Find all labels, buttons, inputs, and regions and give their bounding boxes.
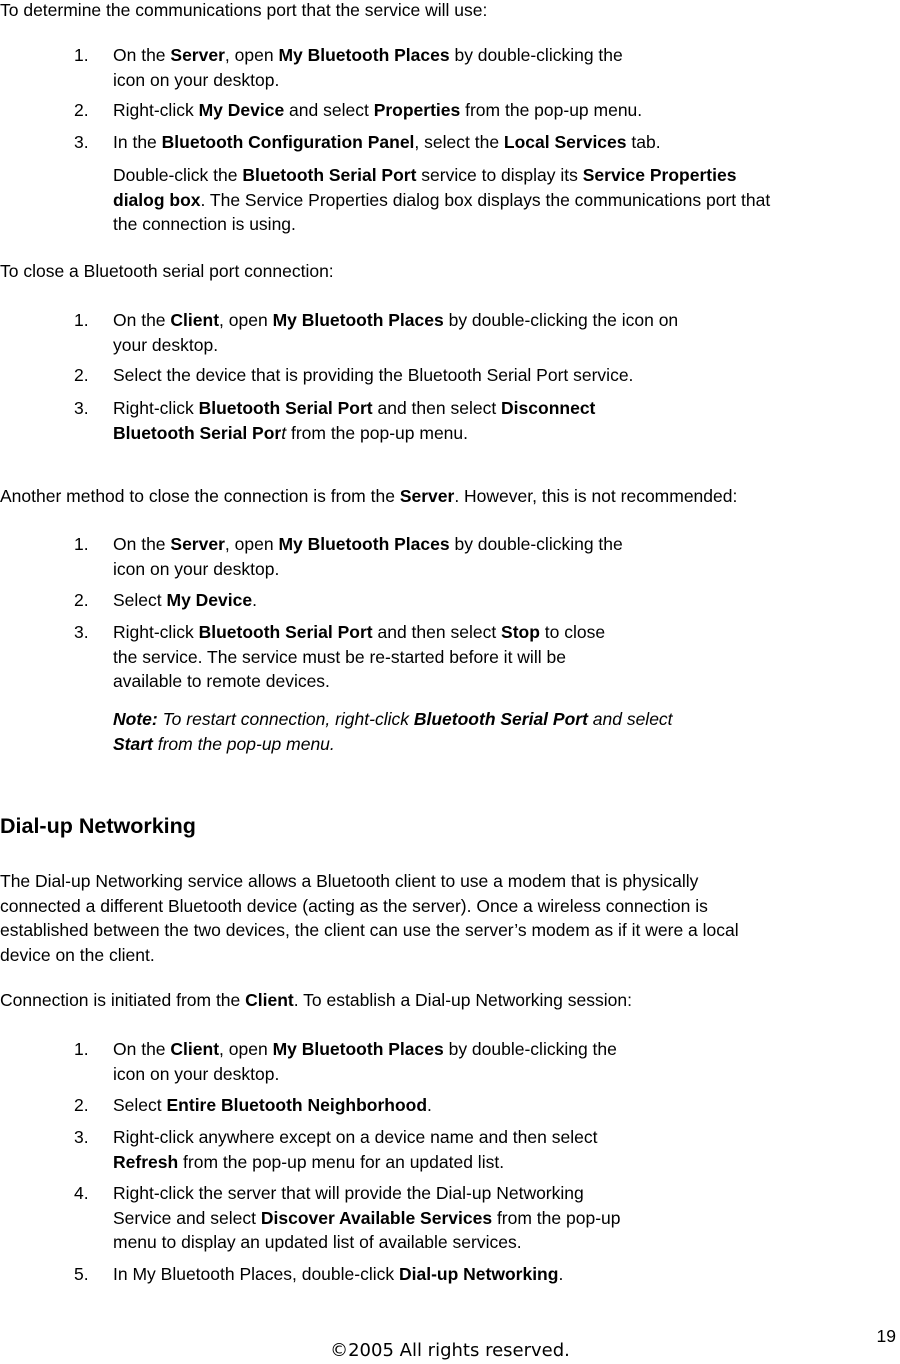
text-run: Double-click the	[113, 165, 243, 185]
bold-term: Bluetooth Serial Por	[113, 422, 282, 443]
text-run: In My Bluetooth Places, double-click	[113, 1264, 399, 1284]
text-run: .	[252, 590, 257, 610]
text-run: from the pop-up menu.	[286, 422, 468, 443]
step-number: 3.	[74, 622, 89, 642]
bold-term: Service Properties	[582, 165, 737, 185]
text-line	[113, 68, 279, 93]
text-run: Service and select	[113, 1207, 261, 1228]
text-run: icon on your desktop.	[113, 1063, 280, 1084]
text-line: device on the client.	[0, 944, 155, 965]
text-line	[113, 396, 595, 421]
bold-term: Server	[399, 486, 455, 506]
text-line	[0, 988, 632, 1013]
text-run: Select the device that is providing the Bluetooth Serial Port service.	[113, 365, 634, 385]
bold-term: Stop	[501, 622, 540, 642]
step-number: 1.	[74, 310, 89, 330]
text-run: Select	[113, 590, 167, 610]
step-number: 3.	[74, 132, 89, 152]
bold-term: Entire Bluetooth Neighborhood	[166, 1095, 428, 1115]
bold-term: Client	[170, 1039, 220, 1059]
bold-term: Discover Available Services	[260, 1207, 493, 1228]
text-line	[113, 732, 335, 757]
bold-term: Bluetooth Serial Port	[413, 709, 588, 729]
bold-term: Disconnect	[501, 398, 596, 418]
bold-term: My Device	[198, 100, 285, 120]
section-intro: To determine the communications port that the service will use:	[0, 0, 488, 20]
text-run: Right-click the server that will provide the Dial-up Networking	[113, 1183, 584, 1203]
text-line	[113, 308, 678, 333]
text-run: and then select	[372, 398, 502, 418]
bold-term: My Bluetooth Places	[278, 534, 450, 554]
text-run: In the	[113, 132, 162, 152]
text-run: available to remote devices.	[113, 671, 330, 691]
text-run: icon on your desktop.	[113, 69, 280, 90]
text-line	[0, 484, 737, 509]
text-run: your desktop.	[113, 334, 219, 355]
text-run: from the pop-up menu.	[152, 733, 335, 754]
step-number: 1.	[74, 1039, 89, 1059]
step-number: 4.	[74, 1183, 89, 1203]
bold-term: dialog box	[113, 189, 201, 210]
text-line	[113, 557, 279, 582]
bold-term: My Bluetooth Places	[272, 1039, 444, 1059]
bold-term: Bluetooth Configuration Panel	[161, 132, 415, 152]
section-intro: To close a Bluetooth serial port connection:	[0, 261, 334, 281]
text-line	[113, 588, 257, 613]
bold-term: My Bluetooth Places	[278, 45, 450, 65]
text-run: from the pop-up menu.	[460, 100, 643, 120]
text-line	[113, 421, 468, 446]
bold-term: Client	[170, 310, 220, 330]
text-run: . To establish a Dial-up Networking session:	[293, 990, 632, 1010]
step-number: 2.	[74, 590, 89, 610]
text-line	[113, 163, 736, 188]
text-line	[113, 1262, 563, 1287]
text-run: by double-clicking the	[449, 534, 623, 554]
text-line	[113, 1093, 432, 1118]
text-run: and select	[284, 100, 374, 120]
bold-term: Properties	[373, 100, 461, 120]
text-run: Right-click	[113, 398, 199, 418]
bold-term: Note:	[113, 709, 158, 729]
bold-term: Refresh	[113, 1151, 179, 1172]
text-run: by double-clicking the	[443, 1039, 617, 1059]
text-run: t	[281, 422, 287, 443]
step-number: 2.	[74, 100, 89, 120]
text-run: , open	[224, 534, 279, 554]
text-run: On the	[113, 1039, 171, 1059]
text-run: On the	[113, 310, 171, 330]
text-line	[113, 333, 218, 358]
text-run: by double-clicking the icon on	[443, 310, 679, 330]
step-number: 5.	[74, 1264, 89, 1284]
bold-term: Server	[170, 45, 225, 65]
text-run: Right-click anywhere except on a device name and then select	[113, 1127, 598, 1147]
text-line	[113, 1062, 279, 1087]
bold-term: Bluetooth Serial Port	[198, 398, 373, 418]
text-line	[113, 620, 605, 645]
text-run: Right-click	[113, 622, 199, 642]
text-line: The Dial-up Networking service allows a Bluetooth client to use a modem that is physically	[0, 871, 699, 891]
step-number: 3.	[74, 1127, 89, 1147]
text-run: and select	[587, 709, 673, 729]
text-run: , open	[219, 1039, 273, 1059]
text-line	[113, 1206, 620, 1231]
text-line	[113, 669, 330, 694]
text-line	[113, 1037, 617, 1062]
text-run: by double-clicking the	[449, 45, 623, 65]
text-run: , open	[224, 45, 279, 65]
text-line: connected a different Bluetooth device (acting as the server). Once a wireless connection is	[0, 895, 708, 916]
text-line	[113, 1125, 597, 1150]
bold-term: Local Services	[503, 132, 627, 152]
bold-term: Bluetooth Serial Port	[242, 165, 417, 185]
text-line	[113, 532, 623, 557]
text-run: tab.	[626, 132, 661, 152]
text-run: icon on your desktop.	[113, 558, 280, 579]
step-number: 1.	[74, 534, 89, 554]
step-number: 2.	[74, 1095, 89, 1115]
text-run: Right-click	[113, 100, 199, 120]
text-run: . However, this is not recommended:	[454, 486, 738, 506]
copyright-footer: ©2005 All rights reserved.	[330, 1340, 570, 1361]
text-line	[113, 645, 566, 670]
text-line	[113, 363, 633, 388]
step-number: 2.	[74, 365, 89, 385]
text-run: from the pop-up	[492, 1207, 621, 1228]
text-run: Select	[113, 1095, 167, 1115]
text-run: and then select	[372, 622, 502, 642]
text-run: the connection is using.	[113, 214, 296, 234]
text-run: On the	[113, 45, 171, 65]
text-run: . The Service Properties dialog box displays the communications port that	[200, 189, 771, 210]
text-run: .	[427, 1095, 432, 1115]
step-number: 3.	[74, 398, 89, 418]
text-run: from the pop-up menu for an updated list.	[178, 1151, 505, 1172]
bold-term: Bluetooth Serial Port	[198, 622, 373, 642]
text-line	[113, 1181, 584, 1206]
bold-term: Client	[245, 990, 294, 1010]
text-run: .	[558, 1264, 564, 1284]
text-run: , select the	[414, 132, 504, 152]
bold-term: Start	[113, 733, 153, 754]
text-line	[113, 188, 770, 213]
text-line	[113, 1150, 504, 1175]
text-run: to close	[539, 622, 606, 642]
text-line: established between the two devices, the client can use the server’s modem as if it were a local	[0, 920, 739, 940]
page-number: 19	[876, 1326, 896, 1346]
bold-term: Server	[170, 534, 225, 554]
text-line	[113, 707, 673, 732]
text-line	[113, 98, 642, 123]
text-run: Another method to close the connection is from the	[0, 486, 400, 506]
section-heading: Dial-up Networking	[0, 814, 196, 838]
bold-term: My Bluetooth Places	[272, 310, 444, 330]
bold-term: Dial-up Networking	[398, 1264, 559, 1284]
text-run: On the	[113, 534, 171, 554]
text-line	[113, 212, 296, 237]
text-run: service to display its	[416, 165, 583, 185]
bold-term: My Device	[166, 590, 253, 610]
text-run: , open	[219, 310, 273, 330]
text-run: Connection is initiated from the	[0, 990, 246, 1010]
text-line	[113, 43, 623, 68]
step-number: 1.	[74, 45, 89, 65]
text-line	[113, 130, 661, 155]
text-run: the service. The service must be re-started before it will be	[113, 646, 566, 667]
text-run: menu to display an updated list of available services.	[113, 1232, 522, 1252]
text-run: To restart connection, right-click	[157, 709, 414, 729]
text-line	[113, 1230, 522, 1255]
